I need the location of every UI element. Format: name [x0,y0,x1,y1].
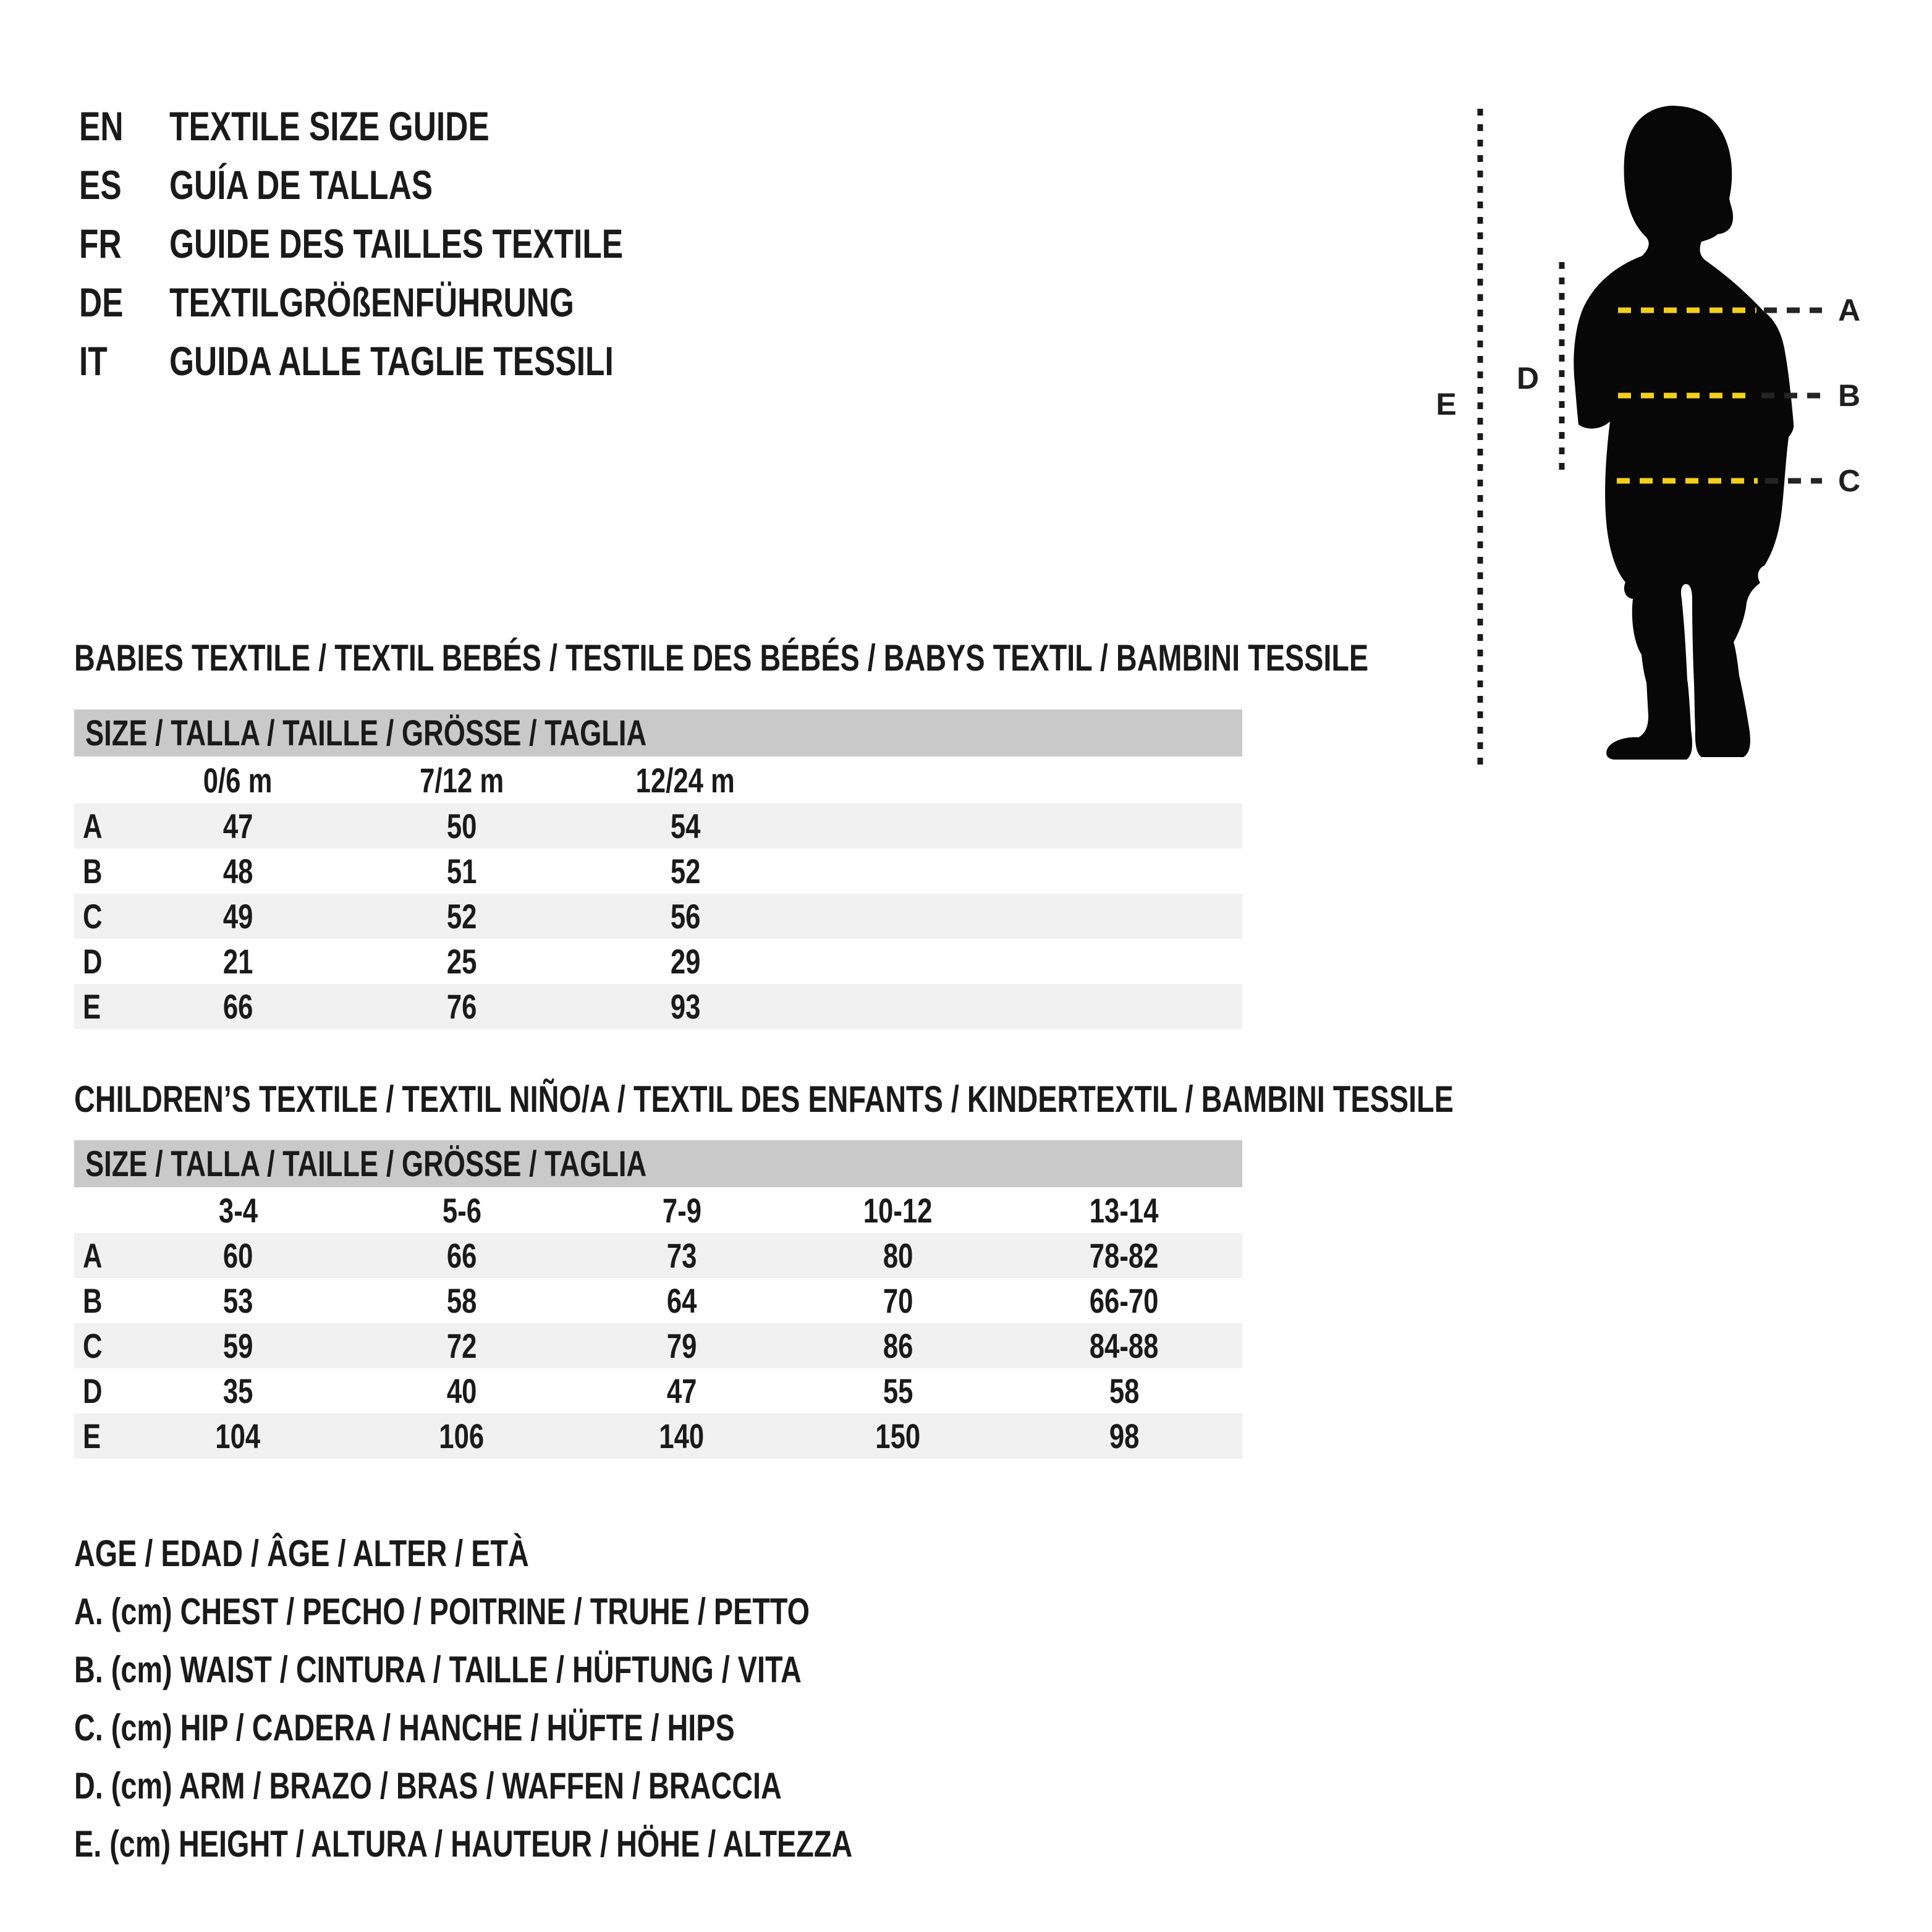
legend-line-chest: A. (cm) CHEST / PECHO / POITRINE / TRUHE / PETTO [74,1590,810,1632]
table-row [74,894,1242,939]
table-cell: 93 [670,987,701,1026]
language-heading-list [79,96,751,390]
hip-label-c: C [1837,464,1861,498]
table-cell: 76 [446,987,477,1026]
table-cell: 150 [875,1417,921,1455]
table-cell: 58 [1109,1371,1140,1410]
row-label: C [83,1326,103,1365]
table-cell: 53 [222,1281,253,1320]
column-header: 3-4 [218,1190,258,1230]
chest-label-a: A [1837,293,1861,328]
arm-label-d: D [1516,361,1540,396]
table-cell: 51 [446,852,477,891]
measurement-legend [74,1524,1072,1873]
language-code: IT [79,337,108,384]
table-cell: 140 [659,1417,705,1455]
height-label-e: E [1436,387,1457,422]
table-row [74,1323,1242,1368]
table-cell: 72 [446,1326,477,1365]
table-cell: 64 [666,1281,697,1320]
table-row [74,984,1242,1029]
table-cell: 78-82 [1090,1236,1159,1275]
table-cell: 29 [670,942,701,981]
column-header: 10-12 [863,1190,933,1230]
table-cell: 35 [222,1371,253,1410]
table-cell: 80 [883,1236,913,1275]
table-cell: 40 [446,1371,477,1410]
table-cell: 52 [446,897,477,936]
table-row [74,1368,1242,1413]
language-row-es [79,155,751,214]
language-title: GUIDA ALLE TAGLIE TESSILI [169,337,614,384]
language-title: GUÍA DE TALLAS [169,161,433,208]
language-row-en [79,96,751,155]
table-cell: 106 [439,1417,485,1455]
column-header: 13-14 [1090,1190,1159,1230]
table-cell: 56 [670,897,701,936]
table-cell: 66-70 [1090,1281,1159,1320]
table-cell: 21 [222,942,253,981]
table-cell: 47 [666,1371,697,1410]
language-row-fr [79,214,751,273]
row-label: B [83,852,103,891]
table-cell: 49 [222,897,253,936]
row-label: D [83,1371,103,1410]
column-header: 12/24 m [635,760,735,800]
table-cell: 73 [666,1236,697,1275]
table-row [74,803,1242,849]
babies-column-header-row [74,756,1242,803]
table-cell: 58 [446,1281,477,1320]
table-cell: 66 [446,1236,477,1275]
table-cell: 59 [222,1326,253,1365]
table-cell: 48 [222,852,253,891]
table-cell: 52 [670,852,701,891]
language-title: GUIDE DES TAILLES TEXTILE [169,220,624,266]
column-header: 7-9 [662,1190,701,1230]
child-measurement-diagram [1421,62,1932,803]
language-title: TEXTILGRÖßENFÜHRUNG [169,279,574,325]
table-cell: 104 [215,1417,261,1455]
table-cell: 55 [883,1371,913,1410]
row-label: E [83,1417,101,1455]
babies-size-header-bar: SIZE / TALLA / TAILLE / GRÖSSE / TAGLIA [74,710,1242,756]
column-header: 7/12 m [420,760,504,800]
column-header: 5-6 [442,1190,481,1230]
legend-line-hip: C. (cm) HIP / CADERA / HANCHE / HÜFTE / HIPS [74,1706,735,1748]
table-cell: 66 [222,987,253,1026]
language-title: TEXTILE SIZE GUIDE [169,103,489,149]
table-cell: 98 [1109,1417,1140,1455]
table-cell: 70 [883,1281,913,1320]
table-cell: 25 [446,942,477,981]
row-label: A [83,807,103,845]
legend-line-arm: D. (cm) ARM / BRAZO / BRAS / WAFFEN / BRACCIA [74,1765,782,1807]
waist-label-b: B [1837,378,1861,413]
children-column-header-row [74,1187,1242,1233]
table-cell: 47 [222,807,253,845]
column-header: 0/6 m [203,760,273,800]
table-row [74,1233,1242,1278]
language-code: FR [79,220,122,266]
legend-line-waist: B. (cm) WAIST / CINTURA / TAILLE / HÜFTUNG / VITA [74,1648,802,1690]
table-cell: 84-88 [1090,1326,1159,1365]
table-cell: 86 [883,1326,913,1365]
language-code: ES [79,161,122,208]
table-row [74,1278,1242,1323]
row-label: A [83,1236,103,1275]
children-size-header-bar: SIZE / TALLA / TAILLE / GRÖSSE / TAGLIA [74,1140,1242,1187]
row-label: E [83,987,101,1026]
table-row [74,939,1242,984]
row-label: B [83,1281,103,1320]
babies-section-title: BABIES TEXTILE / TEXTIL BEBÉS / TESTILE DES BÉBÉS / BABYS TEXTIL / BAMBINI TESSILE [74,637,1369,679]
language-row-de [79,273,751,331]
table-cell: 54 [670,807,701,845]
table-cell: 60 [222,1236,253,1275]
table-cell: 79 [666,1326,697,1365]
table-row [74,849,1242,894]
language-code: EN [79,103,124,149]
table-cell: 50 [446,807,477,845]
row-label: C [83,897,103,936]
row-label: D [83,942,103,981]
legend-line-age: AGE / EDAD / ÂGE / ALTER / ETÀ [74,1532,529,1574]
table-row [74,1413,1242,1459]
legend-line-height: E. (cm) HEIGHT / ALTURA / HAUTEUR / HÖHE / ALTEZZA [74,1823,853,1865]
language-code: DE [79,279,124,325]
language-row-it [79,331,751,390]
children-section-title: CHILDREN’S TEXTILE / TEXTIL NIÑO/A / TEXTIL DES ENFANTS / KINDERTEXTIL / BAMBINI TESSILE [74,1078,1454,1120]
